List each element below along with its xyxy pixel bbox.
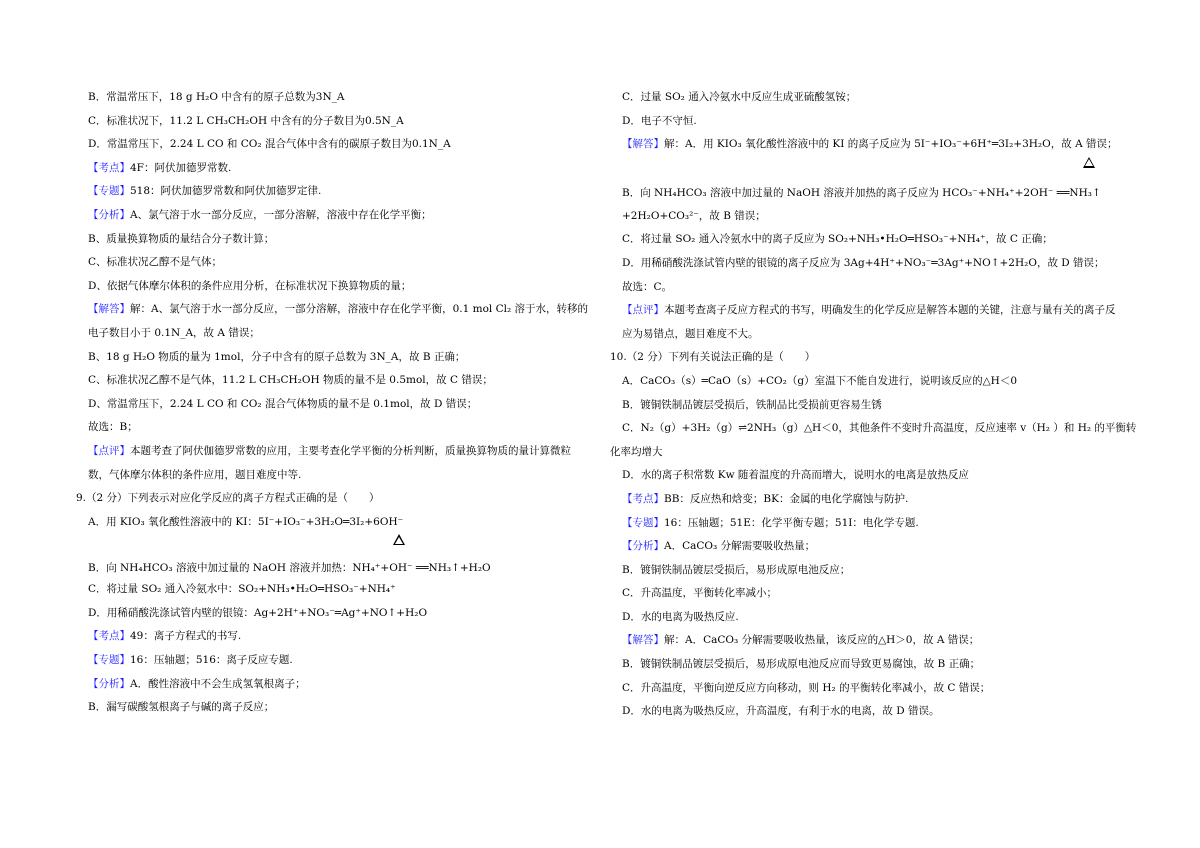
tag-jieda: 【解答】 bbox=[622, 138, 664, 151]
kaodian-q9: 【考点】49：离子方程式的书写. bbox=[88, 630, 242, 643]
jieda-b-cont-q9: +2H₂O+CO₃²⁻，故 B 错误； bbox=[622, 209, 766, 222]
jieda-c-q10: C．升高温度，平衡向逆反应方向移动，则 H₂ 的平衡转化率减小，故 C 错误； bbox=[622, 681, 991, 694]
option-a-q10: A．CaCO₃（s）═CaO（s）+CO₂（g）室温下不能自发进行，说明该反应的△H＜0 bbox=[622, 374, 1018, 387]
option-c-q8: C．标准状况下，11.2 L CH₃CH₂OH 中含有的分子数目为0.5N_A bbox=[88, 114, 404, 127]
option-c-cont-q10: 化率均增大 bbox=[610, 445, 663, 458]
right-column bbox=[610, 86, 1138, 724]
zhuanti-q8: 【专题】518：阿伏加德罗常数和阿伏加德罗定律. bbox=[88, 185, 322, 198]
option-a-q9: A．用 KIO₃ 氧化酸性溶液中的 KI：5I⁻+IO₃⁻+3H₂O═3I₂+6OH⁻ bbox=[88, 515, 404, 528]
fenxi-b-q9: B．漏写碳酸氢根离子与碱的离子反应； bbox=[88, 701, 275, 714]
left-column bbox=[76, 86, 596, 720]
tag-kaodian: 【考点】 bbox=[88, 630, 130, 643]
kaodian-q10: 【考点】BB：反应热和焓变；BK：金属的电化学腐蚀与防护. bbox=[622, 492, 909, 505]
tag-jieda: 【解答】 bbox=[622, 634, 664, 647]
fenxi-q10: 【分析】A．CaCO₃ 分解需要吸收热量； bbox=[622, 540, 816, 553]
fenxi-d-q10: D．水的电离为吸热反应. bbox=[622, 610, 739, 623]
tag-kaodian: 【考点】 bbox=[88, 161, 130, 174]
jieda-q9: 【解答】解：A．用 KIO₃ 氧化酸性溶液中的 KI 的离子反应为 5I⁻+IO₃⁻+6H⁺═3I₂+3H₂O，故 A 错误； bbox=[622, 138, 1118, 151]
fenxi-b-q8: B、质量换算物质的量结合分子数计算； bbox=[88, 232, 275, 245]
answer-q9: 故选：C。 bbox=[622, 280, 673, 293]
dianping-cont-q8: 数，气体摩尔体积的条件应用，题目难度中等. bbox=[88, 468, 302, 481]
jieda-b-q9: B．向 NH₄HCO₃ 溶液中加过量的 NaOH 溶液并加热的离子反应为 HCO₃⁻+NH₄⁺+2OH⁻ ══NH₃↑ bbox=[610, 157, 1138, 205]
jieda-c-q8: C、标准状况乙醇不是气体，11.2 L CH₃CH₂OH 物质的量不是 0.5mol，故 C 错误； bbox=[88, 374, 493, 387]
tag-dianping: 【点评】 bbox=[88, 444, 130, 457]
fenxi-d-q9: D．电子不守恒. bbox=[622, 114, 697, 127]
kaodian-q8: 【考点】4F：阿伏加德罗常数. bbox=[88, 161, 232, 174]
option-d-q9: D．用稀硝酸洗涤试管内壁的银镜：Ag+2H⁺+NO₃⁻═Ag⁺+NO↑+H₂O bbox=[88, 606, 428, 619]
jieda-q10: 【解答】解：A．CaCO₃ 分解需要吸收热量，该反应的△H＞0，故 A 错误； bbox=[622, 634, 980, 647]
fenxi-q9: 【分析】A．酸性溶液中不会生成氢氧根离子； bbox=[88, 677, 306, 690]
fenxi-c-q8: C、标准状况乙醇不是气体； bbox=[88, 256, 223, 269]
jieda-c-q9: C．将过量 SO₂ 通入冷氨水中的离子反应为 SO₂+NH₃•H₂O═HSO₃⁻+NH₄⁺，故 C 正确； bbox=[622, 233, 1053, 246]
fenxi-b-q10: B．镀铜铁制品镀层受损后，易形成原电池反应； bbox=[622, 563, 851, 576]
option-d-q10: D．水的离子积常数 Kw 随着温度的升高而增大，说明水的电离是放热反应 bbox=[622, 469, 969, 482]
option-b-q10: B．镀铜铁制品镀层受损后，铁制品比受损前更容易生锈 bbox=[622, 398, 882, 411]
question-10-stem: 10.（2 分）下列有关说法正确的是（ ） bbox=[610, 351, 816, 364]
jieda-b-q10: B．镀铜铁制品镀层受损后，易形成原电池反应而导致更易腐蚀，故 B 正确； bbox=[622, 658, 981, 671]
tag-fenxi: 【分析】 bbox=[88, 208, 130, 221]
jieda-d-q8: D、常温常压下，2.24 L CO 和 CO₂ 混合气体物质的量不是 0.1mol，故 D 错误； bbox=[88, 397, 478, 410]
jieda-q8: 【解答】解：A、氯气溶于水一部分反应，一部分溶解，溶液中存在化学平衡，0.1 mol Cl₂ 溶于水，转移的 bbox=[88, 303, 589, 316]
option-b-q9: B．向 NH₄HCO₃ 溶液中加过量的 NaOH 溶液并加热：NH₄⁺+OH⁻ ══NH₃↑+H₂O bbox=[76, 534, 596, 578]
fenxi-c-q10: C．升高温度，平衡转化率减小； bbox=[622, 587, 778, 600]
jieda-d-q9: D．用稀硝酸洗涤试管内壁的银镜的离子反应为 3Ag+4H⁺+NO₃⁻═3Ag⁺+NO↑+2H₂O，故 D 错误； bbox=[622, 256, 1105, 269]
heating-triangle-icon bbox=[1078, 157, 1100, 168]
tag-fenxi: 【分析】 bbox=[622, 540, 664, 553]
fenxi-c-q9: C．过量 SO₂ 通入冷氨水中反应生成亚硫酸氢铵； bbox=[622, 91, 857, 103]
jieda-d-q10: D．水的电离为吸热反应，升高温度，有利于水的电离，故 D 错误。 bbox=[622, 705, 940, 718]
option-d-q8: D．常温常压下，2.24 L CO 和 CO₂ 混合气体中含有的碳原子数目为0.1N_A bbox=[88, 138, 451, 151]
zhuanti-q10: 【专题】16：压轴题；51E：化学平衡专题；51I：电化学专题. bbox=[622, 516, 919, 529]
zhuanti-q9: 【专题】16：压轴题；516：离子反应专题. bbox=[88, 654, 293, 667]
answer-q8: 故选：B； bbox=[88, 421, 138, 434]
dianping-q8: 【点评】本题考查了阿伏伽德罗常数的应用，主要考查化学平衡的分析判断，质量换算物质的量计算微粒 bbox=[88, 444, 571, 457]
tag-zhuanti: 【专题】 bbox=[622, 516, 664, 529]
dianping-q9: 【点评】本题考查离子反应方程式的书写，明确发生的化学反应是解答本题的关键，注意与量有关的离子反 bbox=[622, 304, 1116, 317]
jieda-b-q8: B、18 g H₂O 物质的量为 1mol，分子中含有的原子总数为 3N_A，故 B 正确； bbox=[88, 350, 466, 363]
tag-jieda: 【解答】 bbox=[88, 303, 130, 316]
tag-kaodian: 【考点】 bbox=[622, 492, 664, 505]
dianping-cont-q9: 应为易错点，题目难度不大。 bbox=[622, 327, 759, 340]
question-9-stem: 9.（2 分）下列表示对应化学反应的离子方程式正确的是（ ） bbox=[76, 492, 380, 505]
fenxi-q8: 【分析】A、氯气溶于水一部分反应，一部分溶解，溶液中存在化学平衡； bbox=[88, 208, 432, 221]
option-c-q10: C．N₂（g）+3H₂（g）⇌2NH₃（g）△H＜0，其他条件不变时升高温度，反应速率 v（H₂ ）和 H₂ 的平衡转 bbox=[622, 422, 1137, 435]
tag-fenxi: 【分析】 bbox=[88, 677, 130, 690]
option-b-q8: B．常温常压下，18 g H₂O 中含有的原子总数为3N_A bbox=[88, 91, 345, 103]
tag-zhuanti: 【专题】 bbox=[88, 654, 130, 667]
heating-triangle-icon bbox=[388, 534, 410, 545]
jieda-cont-q8: 电子数目小于 0.1N_A，故 A 错误； bbox=[88, 326, 260, 339]
tag-zhuanti: 【专题】 bbox=[88, 185, 130, 198]
option-c-q9: C．将过量 SO₂ 通入冷氨水中：SO₂+NH₃•H₂O═HSO₃⁻+NH₄⁺ bbox=[88, 583, 396, 596]
tag-dianping: 【点评】 bbox=[622, 304, 664, 317]
fenxi-d-q8: D、依据气体摩尔体积的条件应用分析，在标准状况下换算物质的量； bbox=[88, 279, 412, 292]
